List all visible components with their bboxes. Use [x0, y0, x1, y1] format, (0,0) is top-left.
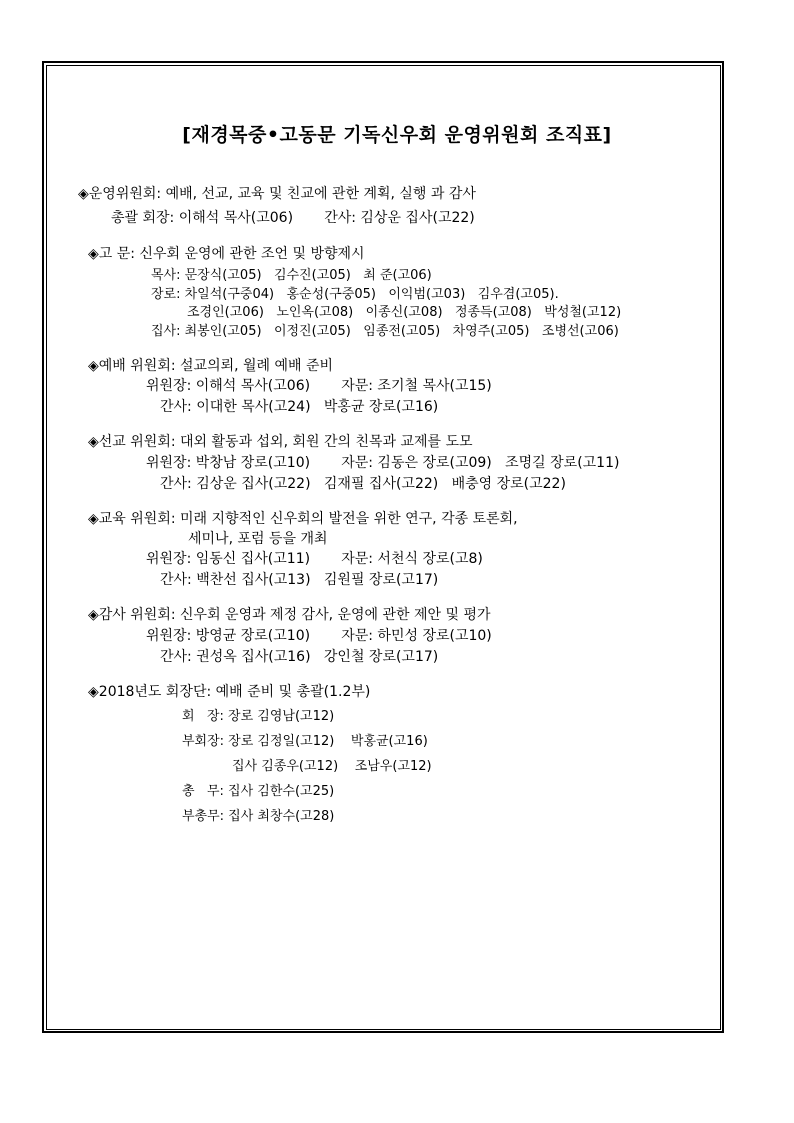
advisors-elders-2: 조경인(고06) 노인옥(고08) 이종신(고08) 정종득(고08) 박성철(고12): [187, 305, 622, 320]
advisors-heading: [88, 245, 365, 263]
steering-heading-text: 운영위원회: 예배, 선교, 교육 및 친교에 관한 계획, 실행 과 감사: [88, 186, 476, 202]
education-heading: [88, 510, 518, 528]
audit-line1: 위원장: 방영균 장로(고10) 자문: 하민성 장로(고10): [146, 628, 492, 644]
mission-heading-text: 선교 위원회: 대외 활동과 섭외, 회원 간의 친목과 교제를 도모: [98, 434, 473, 450]
steering-heading: [78, 185, 476, 203]
diamond-bullet-icon: ◈: [78, 186, 89, 202]
presidency-general-affairs: 총 무: 집사 김한수(고25): [182, 784, 335, 799]
education-heading-2: 세미나, 포럼 등을 개최: [188, 531, 328, 547]
mission-heading: [88, 433, 473, 451]
mission-line1: 위원장: 박창남 장로(고10) 자문: 김동은 장로(고09) 조명길 장로(고11): [146, 455, 620, 471]
diamond-bullet-icon: ◈: [88, 511, 99, 527]
steering-line1: 총괄 회장: 이해석 목사(고06) 간사: 김상운 집사(고22): [111, 210, 475, 226]
diamond-bullet-icon: ◈: [88, 358, 99, 374]
worship-line2: 간사: 이대한 목사(고24) 박홍균 장로(고16): [160, 399, 439, 415]
advisors-deacons: 집사: 최봉인(고05) 이정진(고05) 임종전(고05) 차영주(고05) 조병선(고06): [151, 324, 619, 339]
page-title: [재경목중•고동문 기독신우회 운영위원회 조직표]: [182, 124, 612, 146]
presidency-vice-2: 집사 김종우(고12) 조남우(고12): [232, 759, 432, 774]
advisors-heading-text: 고 문: 신우회 운영에 관한 조언 및 방향제시: [98, 246, 365, 262]
worship-heading-text: 예배 위원회: 설교의뢰, 월례 예배 준비: [98, 358, 334, 374]
worship-line1: 위원장: 이해석 목사(고06) 자문: 조기철 목사(고15): [146, 378, 492, 394]
education-line2: 간사: 백찬선 집사(고13) 김원필 장로(고17): [160, 572, 439, 588]
audit-heading: [88, 606, 491, 624]
worship-heading: [88, 357, 333, 375]
diamond-bullet-icon: ◈: [88, 246, 99, 262]
audit-heading-text: 감사 위원회: 신우회 운영과 제정 감사, 운영에 관한 제안 및 평가: [98, 607, 491, 623]
mission-line2: 간사: 김상운 집사(고22) 김재필 집사(고22) 배충영 장로(고22): [160, 476, 566, 492]
audit-line2: 간사: 권성옥 집사(고16) 강인철 장로(고17): [160, 649, 439, 665]
presidency-vice-general-affairs: 부총무: 집사 최창수(고28): [182, 809, 335, 824]
presidency-president: 회 장: 장로 김영남(고12): [182, 709, 335, 724]
education-heading-text: 교육 위원회: 미래 지향적인 신우회의 발전을 위한 연구, 각종 토론회,: [98, 511, 518, 527]
diamond-bullet-icon: ◈: [88, 434, 99, 450]
advisors-pastors: 목사: 문장식(고05) 김수진(고05) 최 준(고06): [151, 268, 432, 283]
diamond-bullet-icon: ◈: [88, 684, 99, 700]
presidency-heading-text: 2018년도 회장단: 예배 준비 및 총괄(1.2부): [98, 684, 371, 700]
education-line1: 위원장: 임동신 집사(고11) 자문: 서천식 장로(고8): [146, 551, 483, 567]
presidency-vice-1: 부회장: 장로 김정일(고12) 박홍균(고16): [182, 734, 428, 749]
advisors-elders-1: 장로: 차일석(구중04) 홍순성(구중05) 이익범(고03) 김우겸(고05).: [151, 287, 559, 302]
diamond-bullet-icon: ◈: [88, 607, 99, 623]
presidency-heading: [88, 683, 370, 701]
